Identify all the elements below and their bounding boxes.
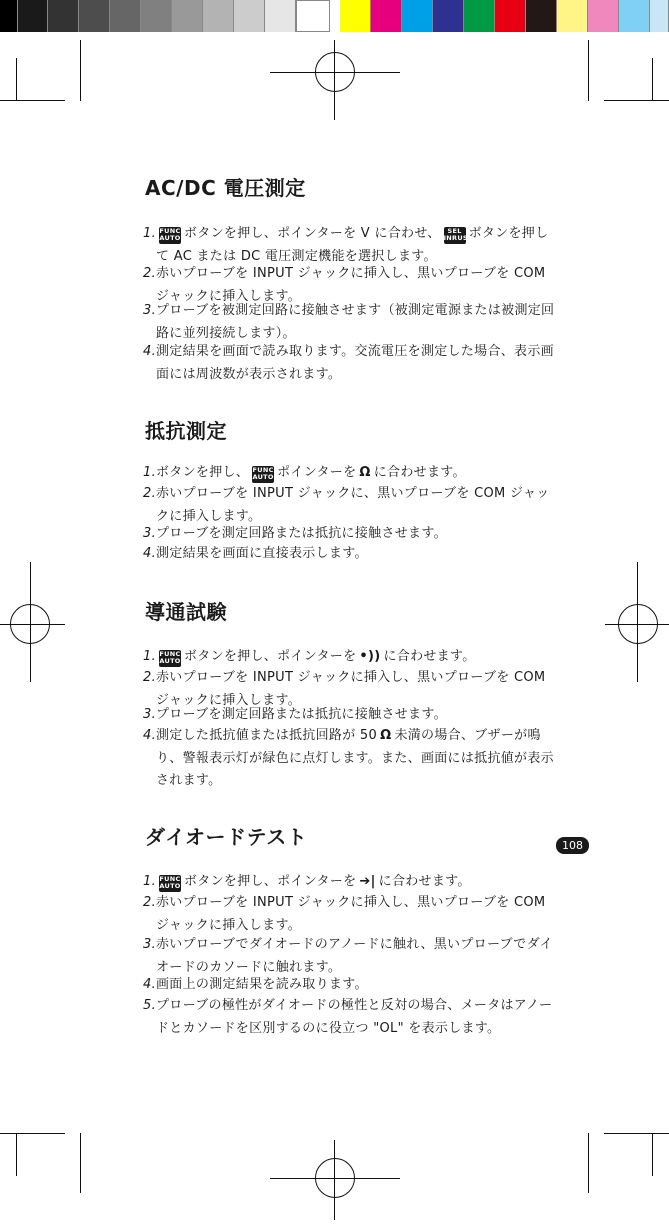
func-auto-key-icon: FUNC AUTO xyxy=(252,465,274,481)
step-text: に合わせます。 xyxy=(378,874,471,889)
step-number: 2. xyxy=(143,486,157,501)
list-item xyxy=(143,725,561,793)
section-title-acdc: AC/DC 電圧測定 xyxy=(145,176,306,200)
gray-swatch xyxy=(265,0,296,32)
step-number: 3. xyxy=(143,937,157,952)
gray-swatch xyxy=(203,0,234,32)
list-item xyxy=(143,483,561,528)
step-number: 3. xyxy=(143,526,157,541)
color-swatch xyxy=(619,0,650,32)
buzzer-icon: •)) xyxy=(359,649,381,664)
step-text: ボタンを押し、ポインターを xyxy=(184,649,357,664)
step-text: ボタンを押し、 xyxy=(156,465,250,480)
color-calibration-bar xyxy=(0,0,669,32)
gray-swatch xyxy=(172,0,203,32)
step-number: 1. xyxy=(143,226,157,241)
step-number: 2. xyxy=(143,266,157,281)
color-swatch xyxy=(371,0,402,32)
list-item xyxy=(143,934,561,979)
gray-swatch xyxy=(18,0,48,32)
list-item xyxy=(143,974,561,997)
step-text: プローブを測定回路または抵抗に接触させます。 xyxy=(156,526,447,541)
color-swatch xyxy=(650,0,669,32)
crop-mark xyxy=(604,1133,669,1134)
func-auto-key-icon: FUNC AUTO xyxy=(159,874,181,890)
step-text: プローブを測定回路または抵抗に接触させます。 xyxy=(156,707,447,722)
step-number: 1. xyxy=(143,649,157,664)
list-item xyxy=(143,300,561,345)
section-title-continuity: 導通試験 xyxy=(145,600,227,624)
func-auto-key-icon: FUNC AUTO xyxy=(159,226,181,242)
list-item xyxy=(143,995,561,1040)
list-item xyxy=(143,543,561,566)
step-text: 赤いプローブでダイオードのアノードに触れ、黒いプローブでダイオードのカソードに触れます。 xyxy=(156,937,553,975)
step-number: 2. xyxy=(143,670,157,685)
crop-mark xyxy=(80,40,81,101)
step-number: 1. xyxy=(143,465,157,480)
crop-mark xyxy=(80,1133,81,1193)
list-item xyxy=(143,892,561,937)
page-number-badge: 108 xyxy=(556,837,589,854)
color-swatch xyxy=(433,0,464,32)
step-number: 5. xyxy=(143,998,157,1013)
step-number: 4. xyxy=(143,728,157,743)
gray-swatch xyxy=(234,0,265,32)
step-number: 2. xyxy=(143,895,157,910)
diode-icon: ➔| xyxy=(359,874,376,889)
color-swatch xyxy=(557,0,588,32)
section-title-resistance: 抵抗測定 xyxy=(145,419,227,443)
step-number: 4. xyxy=(143,344,157,359)
step-text: プローブを被測定回路に接触させます（被測定電源または被測定回路に並列接続します）。 xyxy=(156,303,555,341)
step-number: 3. xyxy=(143,303,157,318)
crop-mark xyxy=(0,1133,65,1134)
step-text: 赤いプローブを INPUT ジャックに挿入し、黒いプローブを COM ジャックに挿入します。 xyxy=(156,895,546,933)
step-number: 4. xyxy=(143,977,157,992)
color-swatch xyxy=(464,0,495,32)
step-text: 赤いプローブを INPUT ジャックに、黒いプローブを COM ジャックに挿入します。 xyxy=(156,486,550,524)
color-swatch xyxy=(588,0,619,32)
step-text: プローブの極性がダイオードの極性と反対の場合、メータはアノードとカソードを区別するのに役立つ "OL" を表示します。 xyxy=(156,998,553,1036)
crop-mark xyxy=(652,1133,653,1176)
step-text: 測定結果を画面に直接表示します。 xyxy=(156,546,368,561)
gray-swatch xyxy=(48,0,79,32)
section-title-diode: ダイオードテスト xyxy=(145,825,308,849)
step-text: 画面上の測定結果を読み取ります。 xyxy=(156,977,368,992)
step-text: 赤いプローブを INPUT ジャックに挿入し、黒いプローブを COM ジャックに挿入します。 xyxy=(156,266,546,304)
list-item xyxy=(143,871,561,894)
step-text: ボタンを押して AC または DC 電圧測定機能を選択します。 xyxy=(156,226,549,264)
ohm-icon: Ω xyxy=(380,728,392,743)
step-text: に合わせます。 xyxy=(373,465,466,480)
gray-swatch xyxy=(296,0,330,32)
gray-swatch xyxy=(79,0,110,32)
color-swatch xyxy=(495,0,526,32)
list-item xyxy=(143,704,561,727)
step-text: ボタンを押し、ポインターを xyxy=(184,874,357,889)
color-swatch xyxy=(402,0,433,32)
crop-mark xyxy=(652,58,653,101)
step-text: ポインターを xyxy=(277,465,357,480)
step-number: 4. xyxy=(143,546,157,561)
crop-mark xyxy=(588,40,589,101)
crop-mark xyxy=(588,1133,589,1193)
step-number: 3. xyxy=(143,707,157,722)
func-auto-key-icon: FUNC AUTO xyxy=(159,649,181,665)
color-swatch xyxy=(526,0,557,32)
step-text: 測定した抵抗値または抵抗回路が 50 xyxy=(156,728,378,743)
ohm-icon: Ω xyxy=(359,465,371,480)
list-item xyxy=(143,646,561,669)
crop-mark xyxy=(0,100,65,101)
step-text: 未満の場合、ブザーが鳴り、警報表示灯が緑色に点灯します。また、画面には抵抗値が表示されます。 xyxy=(156,728,554,788)
list-item xyxy=(143,341,561,386)
step-text: 赤いプローブを INPUT ジャックに挿入し、黒いプローブを COM ジャックに挿入します。 xyxy=(156,670,546,708)
step-number: 1. xyxy=(143,874,157,889)
list-item xyxy=(143,223,561,268)
gray-swatch xyxy=(110,0,141,32)
step-text: ボタンを押し、ポインターを V に合わせ、 xyxy=(184,226,441,241)
gray-swatch xyxy=(0,0,18,32)
step-text: 測定結果を画面で読み取ります。交流電圧を測定した場合、表示画面には周波数が表示されます。 xyxy=(156,344,554,382)
step-text: に合わせます。 xyxy=(383,649,476,664)
sel-inrush-key-icon: SEL INRUSH xyxy=(443,226,474,242)
color-swatch xyxy=(340,0,371,32)
crop-mark xyxy=(604,100,669,101)
list-item xyxy=(143,462,561,485)
crop-mark xyxy=(16,1133,17,1176)
gray-swatch xyxy=(141,0,172,32)
crop-mark xyxy=(16,58,17,101)
